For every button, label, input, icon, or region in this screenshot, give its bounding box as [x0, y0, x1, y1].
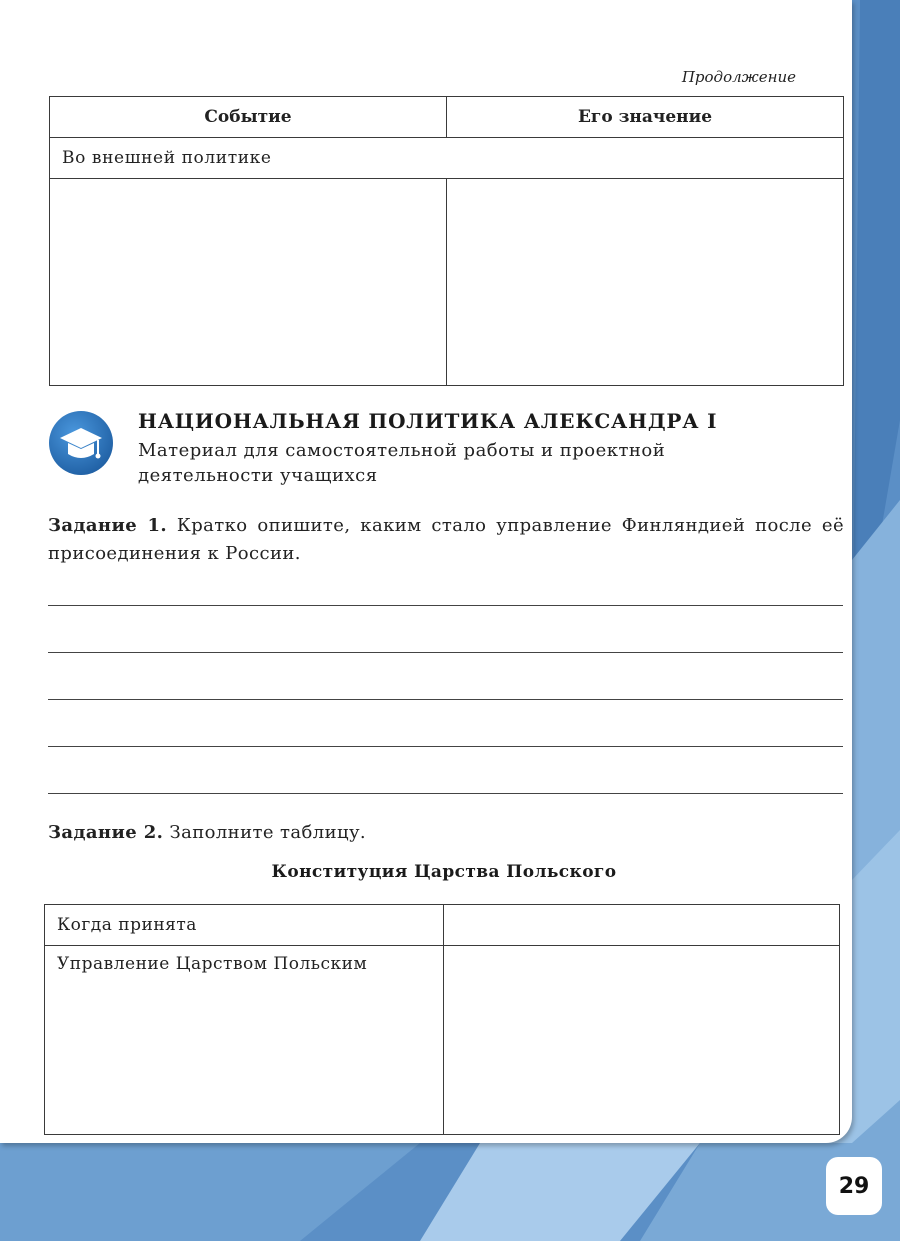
section-title: НАЦИОНАЛЬНАЯ ПОЛИТИКА АЛЕКСАНДРА I — [138, 409, 718, 433]
table-section-row — [50, 138, 844, 179]
row-label-adopted: Когда принята — [45, 905, 444, 946]
task-1-label: Задание 1. — [48, 515, 168, 536]
section-row-label: Во внешней политике — [50, 138, 844, 179]
row-value-adopted[interactable] — [444, 905, 840, 946]
task-1-text: Кратко опишите, каким стало управление Финляндией после её присоединения к России. — [48, 515, 845, 564]
task-2-text: Заполните таблицу. — [169, 822, 367, 843]
continuation-label: Продолжение — [681, 68, 796, 86]
answer-line-2[interactable] — [48, 652, 843, 653]
page-number: 29 — [826, 1157, 882, 1215]
task-1 — [48, 512, 844, 568]
answer-line-4[interactable] — [48, 746, 843, 747]
graduation-cap-icon — [48, 410, 114, 476]
significance-cell[interactable] — [447, 179, 844, 386]
table-header-row — [50, 97, 844, 138]
table-row — [45, 905, 840, 946]
row-value-governance[interactable] — [444, 946, 840, 1135]
task-2-label: Задание 2. — [48, 822, 164, 843]
event-cell[interactable] — [50, 179, 447, 386]
constitution-table-title: Конституция Царства Польского — [271, 862, 617, 882]
answer-line-3[interactable] — [48, 699, 843, 700]
table-row — [50, 179, 844, 386]
answer-line-1[interactable] — [48, 605, 843, 606]
section-subtitle: Материал для самостоятельной работы и проектной деятельности учащихся — [138, 440, 666, 486]
table-row — [45, 946, 840, 1135]
constitution-table — [44, 904, 840, 1135]
answer-line-5[interactable] — [48, 793, 843, 794]
header-significance: Его значение — [447, 97, 844, 138]
row-label-governance: Управление Царством Польским — [45, 946, 444, 1135]
events-table — [49, 96, 844, 386]
header-event: Событие — [50, 97, 447, 138]
task-2 — [48, 822, 366, 843]
